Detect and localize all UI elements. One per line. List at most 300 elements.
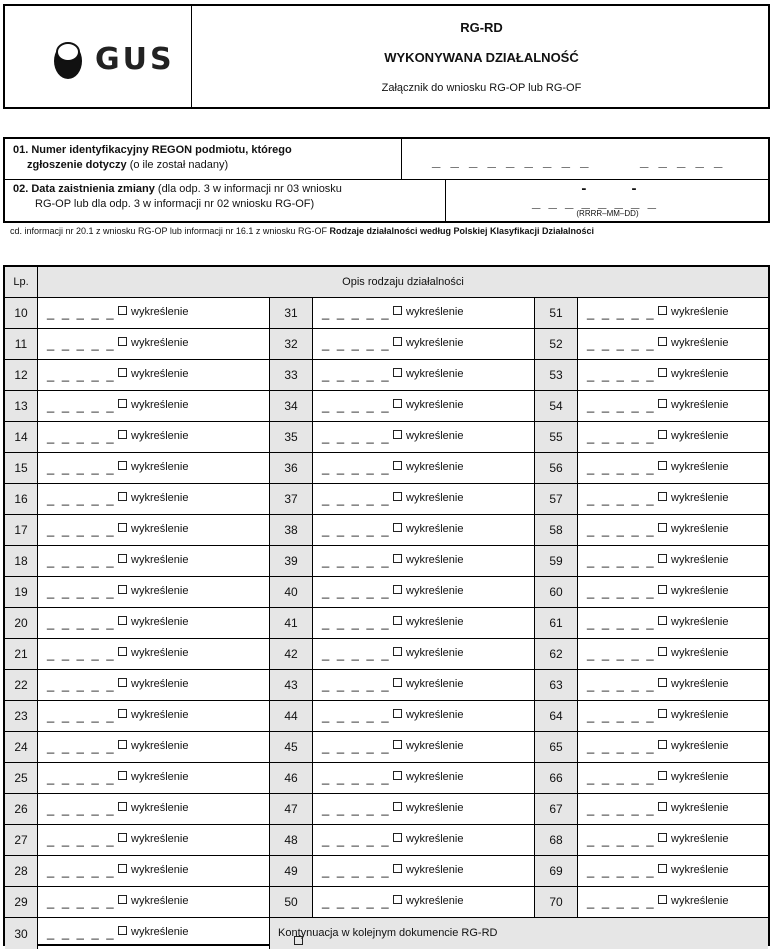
row-number: 39 <box>269 546 313 576</box>
row-number: 13 <box>5 391 38 421</box>
strike-checkbox-label: wykreślenie <box>671 368 729 380</box>
checkbox-square-icon[interactable] <box>118 399 127 408</box>
checkbox-square-icon[interactable] <box>118 368 127 377</box>
strike-checkbox[interactable] <box>658 461 728 473</box>
activity-code-placeholder: _ _ _ _ _ <box>587 708 656 723</box>
strike-checkbox[interactable] <box>118 399 188 411</box>
activity-cell[interactable] <box>313 484 534 514</box>
strike-checkbox-label: wykreślenie <box>131 461 189 473</box>
strike-checkbox-label: wykreślenie <box>131 740 189 752</box>
checkbox-square-icon[interactable] <box>658 461 667 470</box>
activities-table <box>3 265 770 946</box>
strike-checkbox-label: wykreślenie <box>131 647 189 659</box>
checkbox-square-icon[interactable] <box>658 399 667 408</box>
activity-cell[interactable] <box>38 515 269 545</box>
activity-code-placeholder: _ _ _ _ _ <box>322 739 391 754</box>
row-number: 47 <box>269 794 313 824</box>
strike-checkbox[interactable] <box>118 461 188 473</box>
row-number: 34 <box>269 391 313 421</box>
activity-cell[interactable] <box>38 825 269 855</box>
continuation-cell[interactable] <box>269 918 768 949</box>
activity-cell[interactable] <box>578 515 768 545</box>
table-row <box>5 918 768 949</box>
activity-cell[interactable] <box>578 484 768 514</box>
strike-checkbox-label: wykreślenie <box>406 740 464 752</box>
strike-checkbox[interactable] <box>118 523 188 535</box>
form-subtitle: Załącznik do wniosku RG-OP lub RG-OF <box>381 82 582 94</box>
row-number: 43 <box>269 670 313 700</box>
activity-code-placeholder: _ _ _ _ _ <box>587 801 656 816</box>
row-number: 44 <box>269 701 313 731</box>
activity-cell[interactable] <box>313 298 534 328</box>
row-number: 63 <box>534 670 578 700</box>
row-number: 53 <box>534 360 578 390</box>
row-number: 66 <box>534 763 578 793</box>
activity-code-placeholder: _ _ _ _ _ <box>47 615 116 630</box>
activity-cell[interactable] <box>38 484 269 514</box>
strike-checkbox[interactable] <box>118 771 188 783</box>
strike-checkbox[interactable] <box>118 895 188 907</box>
checkbox-square-icon[interactable] <box>118 647 127 656</box>
checkbox-square-icon[interactable] <box>294 936 303 945</box>
row-number: 11 <box>5 329 38 359</box>
strike-checkbox-label: wykreślenie <box>406 833 464 845</box>
activity-code-placeholder: _ _ _ _ _ <box>322 491 391 506</box>
row-number: 36 <box>269 453 313 483</box>
strike-checkbox[interactable] <box>658 771 728 783</box>
activity-code-placeholder: _ _ _ _ _ <box>47 584 116 599</box>
strike-checkbox[interactable] <box>118 585 188 597</box>
row-number: 14 <box>5 422 38 452</box>
row-number: 10 <box>5 298 38 328</box>
activity-cell[interactable] <box>313 763 534 793</box>
strike-checkbox-label: wykreślenie <box>131 306 189 318</box>
activity-cell[interactable] <box>578 329 768 359</box>
checkbox-square-icon[interactable] <box>393 709 402 718</box>
strike-checkbox-label: wykreślenie <box>671 430 729 442</box>
row-number: 20 <box>5 608 38 638</box>
activity-cell[interactable] <box>38 794 269 824</box>
activity-cell[interactable] <box>578 298 768 328</box>
strike-checkbox-label: wykreślenie <box>131 337 189 349</box>
strike-checkbox[interactable] <box>393 399 463 411</box>
strike-checkbox[interactable] <box>658 678 728 690</box>
table-row <box>5 639 768 670</box>
form-header <box>3 4 770 109</box>
strike-checkbox[interactable] <box>118 306 188 318</box>
strike-checkbox[interactable] <box>393 709 463 721</box>
activity-cell[interactable] <box>578 670 768 700</box>
strike-checkbox-label: wykreślenie <box>406 647 464 659</box>
row-number: 65 <box>534 732 578 762</box>
strike-checkbox[interactable] <box>658 647 728 659</box>
row-number: 37 <box>269 484 313 514</box>
checkbox-square-icon[interactable] <box>118 337 127 346</box>
strike-checkbox[interactable] <box>658 709 728 721</box>
checkbox-square-icon[interactable] <box>118 585 127 594</box>
strike-checkbox-label: wykreślenie <box>671 337 729 349</box>
activity-cell[interactable] <box>38 732 269 762</box>
activity-code-placeholder: _ _ _ _ _ <box>587 677 656 692</box>
field-date <box>5 180 768 221</box>
field-regon-label: 01. Numer identyfikacyjny REGON podmiotu, którego zgłoszenie dotyczy (o ile został nadany) <box>13 144 292 171</box>
strike-checkbox[interactable] <box>118 492 188 504</box>
checkbox-square-icon[interactable] <box>393 430 402 439</box>
activity-cell[interactable] <box>578 794 768 824</box>
activity-cell[interactable] <box>38 701 269 731</box>
checkbox-square-icon[interactable] <box>658 647 667 656</box>
activity-cell[interactable] <box>313 670 534 700</box>
strike-checkbox[interactable] <box>393 771 463 783</box>
activity-code-placeholder: _ _ _ _ _ <box>47 553 116 568</box>
activity-code-placeholder: _ _ _ _ _ <box>47 863 116 878</box>
activity-cell[interactable] <box>38 329 269 359</box>
checkbox-square-icon[interactable] <box>393 554 402 563</box>
checkbox-square-icon[interactable] <box>393 771 402 780</box>
activity-code-placeholder: _ _ _ _ _ <box>322 305 391 320</box>
date-dashes: - - _ _ _ _ _ _ _ _ <box>532 180 658 211</box>
strike-checkbox-label: wykreślenie <box>671 740 729 752</box>
row-number: 38 <box>269 515 313 545</box>
strike-checkbox[interactable] <box>118 430 188 442</box>
table-row <box>5 329 768 360</box>
strike-checkbox-label: wykreślenie <box>131 523 189 535</box>
checkbox-square-icon[interactable] <box>393 895 402 904</box>
strike-checkbox[interactable] <box>393 616 463 628</box>
checkbox-square-icon[interactable] <box>658 678 667 687</box>
checkbox-square-icon[interactable] <box>118 771 127 780</box>
checkbox-square-icon[interactable] <box>658 492 667 501</box>
strike-checkbox-label: wykreślenie <box>406 430 464 442</box>
strike-checkbox[interactable] <box>658 399 728 411</box>
table-row <box>5 887 768 918</box>
activity-cell[interactable] <box>578 701 768 731</box>
activity-code-placeholder: _ _ _ _ _ <box>587 739 656 754</box>
strike-checkbox[interactable] <box>393 492 463 504</box>
checkbox-square-icon[interactable] <box>393 492 402 501</box>
strike-checkbox[interactable] <box>393 647 463 659</box>
checkbox-square-icon[interactable] <box>658 771 667 780</box>
checkbox-square-icon[interactable] <box>658 709 667 718</box>
activity-code-placeholder: _ _ _ _ _ <box>322 429 391 444</box>
checkbox-square-icon[interactable] <box>658 864 667 873</box>
strike-checkbox[interactable] <box>658 864 728 876</box>
activity-cell[interactable] <box>38 391 269 421</box>
strike-checkbox[interactable] <box>658 337 728 349</box>
form-title: WYKONYWANA DZIAŁALNOŚĆ <box>384 50 579 65</box>
strike-checkbox[interactable] <box>393 833 463 845</box>
strike-checkbox[interactable] <box>118 554 188 566</box>
checkbox-square-icon[interactable] <box>658 740 667 749</box>
activity-cell[interactable] <box>38 763 269 793</box>
activity-code-placeholder: _ _ _ _ _ <box>47 429 116 444</box>
activity-cell[interactable] <box>313 639 534 669</box>
activity-cell[interactable] <box>38 639 269 669</box>
activity-cell[interactable] <box>578 763 768 793</box>
activity-code-placeholder: _ _ _ _ _ <box>47 832 116 847</box>
strike-checkbox[interactable] <box>118 337 188 349</box>
activity-cell[interactable] <box>313 608 534 638</box>
activity-code-placeholder: _ _ _ _ _ <box>587 305 656 320</box>
checkbox-square-icon[interactable] <box>393 368 402 377</box>
strike-checkbox[interactable] <box>393 678 463 690</box>
activity-code-placeholder: _ _ _ _ _ <box>587 460 656 475</box>
checkbox-square-icon[interactable] <box>118 554 127 563</box>
checkbox-square-icon[interactable] <box>393 523 402 532</box>
regon-input[interactable] <box>401 139 769 179</box>
activity-cell[interactable] <box>313 546 534 576</box>
activity-cell[interactable] <box>313 794 534 824</box>
strike-checkbox-label: wykreślenie <box>406 709 464 721</box>
activity-code-placeholder: _ _ _ _ _ <box>47 367 116 382</box>
row-number: 12 <box>5 360 38 390</box>
activity-code-placeholder: _ _ _ _ _ <box>47 336 116 351</box>
strike-checkbox[interactable] <box>658 368 728 380</box>
strike-checkbox[interactable] <box>118 678 188 690</box>
activity-cell[interactable] <box>578 732 768 762</box>
checkbox-square-icon[interactable] <box>118 678 127 687</box>
activity-cell[interactable] <box>313 515 534 545</box>
table-row <box>5 794 768 825</box>
strike-checkbox[interactable] <box>118 368 188 380</box>
activity-cell[interactable] <box>38 670 269 700</box>
checkbox-square-icon[interactable] <box>118 895 127 904</box>
strike-checkbox-label: wykreślenie <box>131 833 189 845</box>
activity-cell[interactable] <box>578 422 768 452</box>
strike-checkbox-label: wykreślenie <box>671 833 729 845</box>
checkbox-square-icon[interactable] <box>118 306 127 315</box>
activity-cell[interactable] <box>578 360 768 390</box>
activity-cell[interactable] <box>38 856 269 886</box>
activity-cell[interactable] <box>313 453 534 483</box>
strike-checkbox[interactable] <box>393 740 463 752</box>
strike-checkbox[interactable] <box>118 709 188 721</box>
row-number: 32 <box>269 329 313 359</box>
strike-checkbox[interactable] <box>658 523 728 535</box>
strike-checkbox[interactable] <box>393 461 463 473</box>
checkbox-square-icon[interactable] <box>658 554 667 563</box>
row-number: 31 <box>269 298 313 328</box>
strike-checkbox-label: wykreślenie <box>671 647 729 659</box>
strike-checkbox-label: wykreślenie <box>671 399 729 411</box>
checkbox-square-icon[interactable] <box>658 523 667 532</box>
strike-checkbox[interactable] <box>118 864 188 876</box>
activity-cell[interactable] <box>313 732 534 762</box>
checkbox-square-icon[interactable] <box>393 864 402 873</box>
row-number: 24 <box>5 732 38 762</box>
checkbox-square-icon[interactable] <box>393 833 402 842</box>
activity-cell[interactable] <box>578 546 768 576</box>
activity-cell[interactable] <box>578 887 768 917</box>
strike-checkbox-label: wykreślenie <box>671 585 729 597</box>
row-number: 18 <box>5 546 38 576</box>
activity-cell[interactable] <box>313 360 534 390</box>
checkbox-square-icon[interactable] <box>118 740 127 749</box>
row-number: 56 <box>534 453 578 483</box>
checkbox-square-icon[interactable] <box>658 802 667 811</box>
checkbox-square-icon[interactable] <box>658 833 667 842</box>
strike-checkbox[interactable] <box>658 802 728 814</box>
strike-checkbox[interactable] <box>393 802 463 814</box>
activity-code-placeholder: _ _ _ _ _ <box>47 491 116 506</box>
checkbox-square-icon[interactable] <box>658 895 667 904</box>
checkbox-square-icon[interactable] <box>393 337 402 346</box>
checkbox-square-icon[interactable] <box>393 647 402 656</box>
activity-code-placeholder: _ _ _ _ _ <box>587 770 656 785</box>
checkbox-square-icon[interactable] <box>393 306 402 315</box>
strike-checkbox[interactable] <box>658 554 728 566</box>
checkbox-square-icon[interactable] <box>118 709 127 718</box>
strike-checkbox[interactable] <box>658 616 728 628</box>
activity-cell[interactable] <box>313 887 534 917</box>
activity-cell[interactable] <box>38 546 269 576</box>
gus-logo <box>5 6 192 107</box>
activity-cell[interactable] <box>578 391 768 421</box>
strike-checkbox[interactable] <box>658 430 728 442</box>
strike-checkbox-label: wykreślenie <box>406 678 464 690</box>
activity-cell[interactable] <box>313 577 534 607</box>
row-number: 59 <box>534 546 578 576</box>
date-format-hint: (RRRR–MM–DD) <box>576 209 639 218</box>
strike-checkbox-label: wykreślenie <box>406 461 464 473</box>
strike-checkbox[interactable] <box>658 492 728 504</box>
activity-code-placeholder: _ _ _ _ _ <box>47 305 116 320</box>
table-row <box>5 546 768 577</box>
checkbox-square-icon[interactable] <box>118 864 127 873</box>
table-row <box>5 391 768 422</box>
strike-checkbox[interactable] <box>393 430 463 442</box>
table-row <box>5 515 768 546</box>
activity-cell[interactable] <box>578 608 768 638</box>
strike-checkbox[interactable] <box>393 554 463 566</box>
activity-cell[interactable] <box>38 422 269 452</box>
activity-cell[interactable] <box>578 453 768 483</box>
strike-checkbox[interactable] <box>393 895 463 907</box>
checkbox-square-icon[interactable] <box>118 492 127 501</box>
row-number: 48 <box>269 825 313 855</box>
checkbox-square-icon[interactable] <box>393 461 402 470</box>
strike-checkbox[interactable] <box>118 740 188 752</box>
checkbox-square-icon[interactable] <box>118 926 127 935</box>
checkbox-square-icon[interactable] <box>393 740 402 749</box>
checkbox-square-icon[interactable] <box>118 616 127 625</box>
checkbox-square-icon[interactable] <box>393 802 402 811</box>
activity-cell[interactable] <box>578 825 768 855</box>
row-number: 68 <box>534 825 578 855</box>
checkbox-square-icon[interactable] <box>118 833 127 842</box>
field-regon <box>5 139 768 180</box>
checkbox-square-icon[interactable] <box>393 616 402 625</box>
strike-checkbox[interactable] <box>393 864 463 876</box>
checkbox-square-icon[interactable] <box>658 585 667 594</box>
activity-cell[interactable] <box>313 329 534 359</box>
table-row <box>5 670 768 701</box>
table-row <box>5 608 768 639</box>
logo-text: GUS <box>95 42 175 77</box>
checkbox-square-icon[interactable] <box>658 616 667 625</box>
strike-checkbox-label: wykreślenie <box>671 678 729 690</box>
activity-cell[interactable] <box>38 360 269 390</box>
continuation-checkbox[interactable] <box>278 927 497 939</box>
checkbox-square-icon[interactable] <box>658 430 667 439</box>
strike-checkbox[interactable] <box>118 833 188 845</box>
strike-checkbox[interactable] <box>393 523 463 535</box>
row-number: 55 <box>534 422 578 452</box>
checkbox-square-icon[interactable] <box>658 306 667 315</box>
activity-cell[interactable] <box>578 639 768 669</box>
row-number: 46 <box>269 763 313 793</box>
activity-cell[interactable] <box>313 422 534 452</box>
checkbox-square-icon[interactable] <box>658 337 667 346</box>
activity-cell[interactable] <box>38 887 269 917</box>
strike-checkbox[interactable] <box>658 306 728 318</box>
activity-cell[interactable] <box>38 577 269 607</box>
activity-cell[interactable] <box>578 856 768 886</box>
strike-checkbox-label: wykreślenie <box>671 771 729 783</box>
activity-cell[interactable] <box>313 701 534 731</box>
strike-checkbox[interactable] <box>658 895 728 907</box>
activity-cell[interactable] <box>38 298 269 328</box>
activity-cell[interactable] <box>313 825 534 855</box>
checkbox-square-icon[interactable] <box>393 678 402 687</box>
activity-cell[interactable] <box>313 391 534 421</box>
strike-checkbox[interactable] <box>658 833 728 845</box>
strike-checkbox[interactable] <box>118 616 188 628</box>
table-row <box>5 701 768 732</box>
strike-checkbox[interactable] <box>393 368 463 380</box>
strike-checkbox[interactable] <box>118 647 188 659</box>
strike-checkbox-label: wykreślenie <box>671 523 729 535</box>
strike-checkbox-label: wykreślenie <box>671 802 729 814</box>
checkbox-square-icon[interactable] <box>118 430 127 439</box>
checkbox-square-icon[interactable] <box>118 523 127 532</box>
activity-code-placeholder: _ _ _ _ _ <box>587 336 656 351</box>
activity-code-placeholder: _ _ _ _ _ <box>47 460 116 475</box>
checkbox-square-icon[interactable] <box>118 461 127 470</box>
activity-cell[interactable] <box>38 453 269 483</box>
strike-checkbox[interactable] <box>658 740 728 752</box>
row-number: 22 <box>5 670 38 700</box>
checkbox-square-icon[interactable] <box>658 368 667 377</box>
checkbox-square-icon[interactable] <box>118 802 127 811</box>
row-number: 35 <box>269 422 313 452</box>
strike-checkbox[interactable] <box>118 926 188 938</box>
activity-code-placeholder: _ _ _ _ _ <box>322 646 391 661</box>
strike-checkbox[interactable] <box>393 337 463 349</box>
row-number: 52 <box>534 329 578 359</box>
strike-checkbox[interactable] <box>658 585 728 597</box>
activity-cell[interactable] <box>38 918 269 949</box>
activity-cell[interactable] <box>38 608 269 638</box>
row-number: 16 <box>5 484 38 514</box>
activity-code-placeholder: _ _ _ _ _ <box>322 367 391 382</box>
strike-checkbox[interactable] <box>118 802 188 814</box>
strike-checkbox[interactable] <box>393 585 463 597</box>
activity-code-placeholder: _ _ _ _ _ <box>47 770 116 785</box>
row-number: 70 <box>534 887 578 917</box>
strike-checkbox-label: wykreślenie <box>406 616 464 628</box>
checkbox-square-icon[interactable] <box>393 585 402 594</box>
table-row <box>5 484 768 515</box>
strike-checkbox[interactable] <box>393 306 463 318</box>
activity-cell[interactable] <box>313 856 534 886</box>
activity-cell[interactable] <box>578 577 768 607</box>
table-row <box>5 577 768 608</box>
checkbox-square-icon[interactable] <box>393 399 402 408</box>
strike-checkbox-label: wykreślenie <box>131 399 189 411</box>
activity-code-placeholder: _ _ _ _ _ <box>587 832 656 847</box>
date-input[interactable] <box>445 180 769 221</box>
